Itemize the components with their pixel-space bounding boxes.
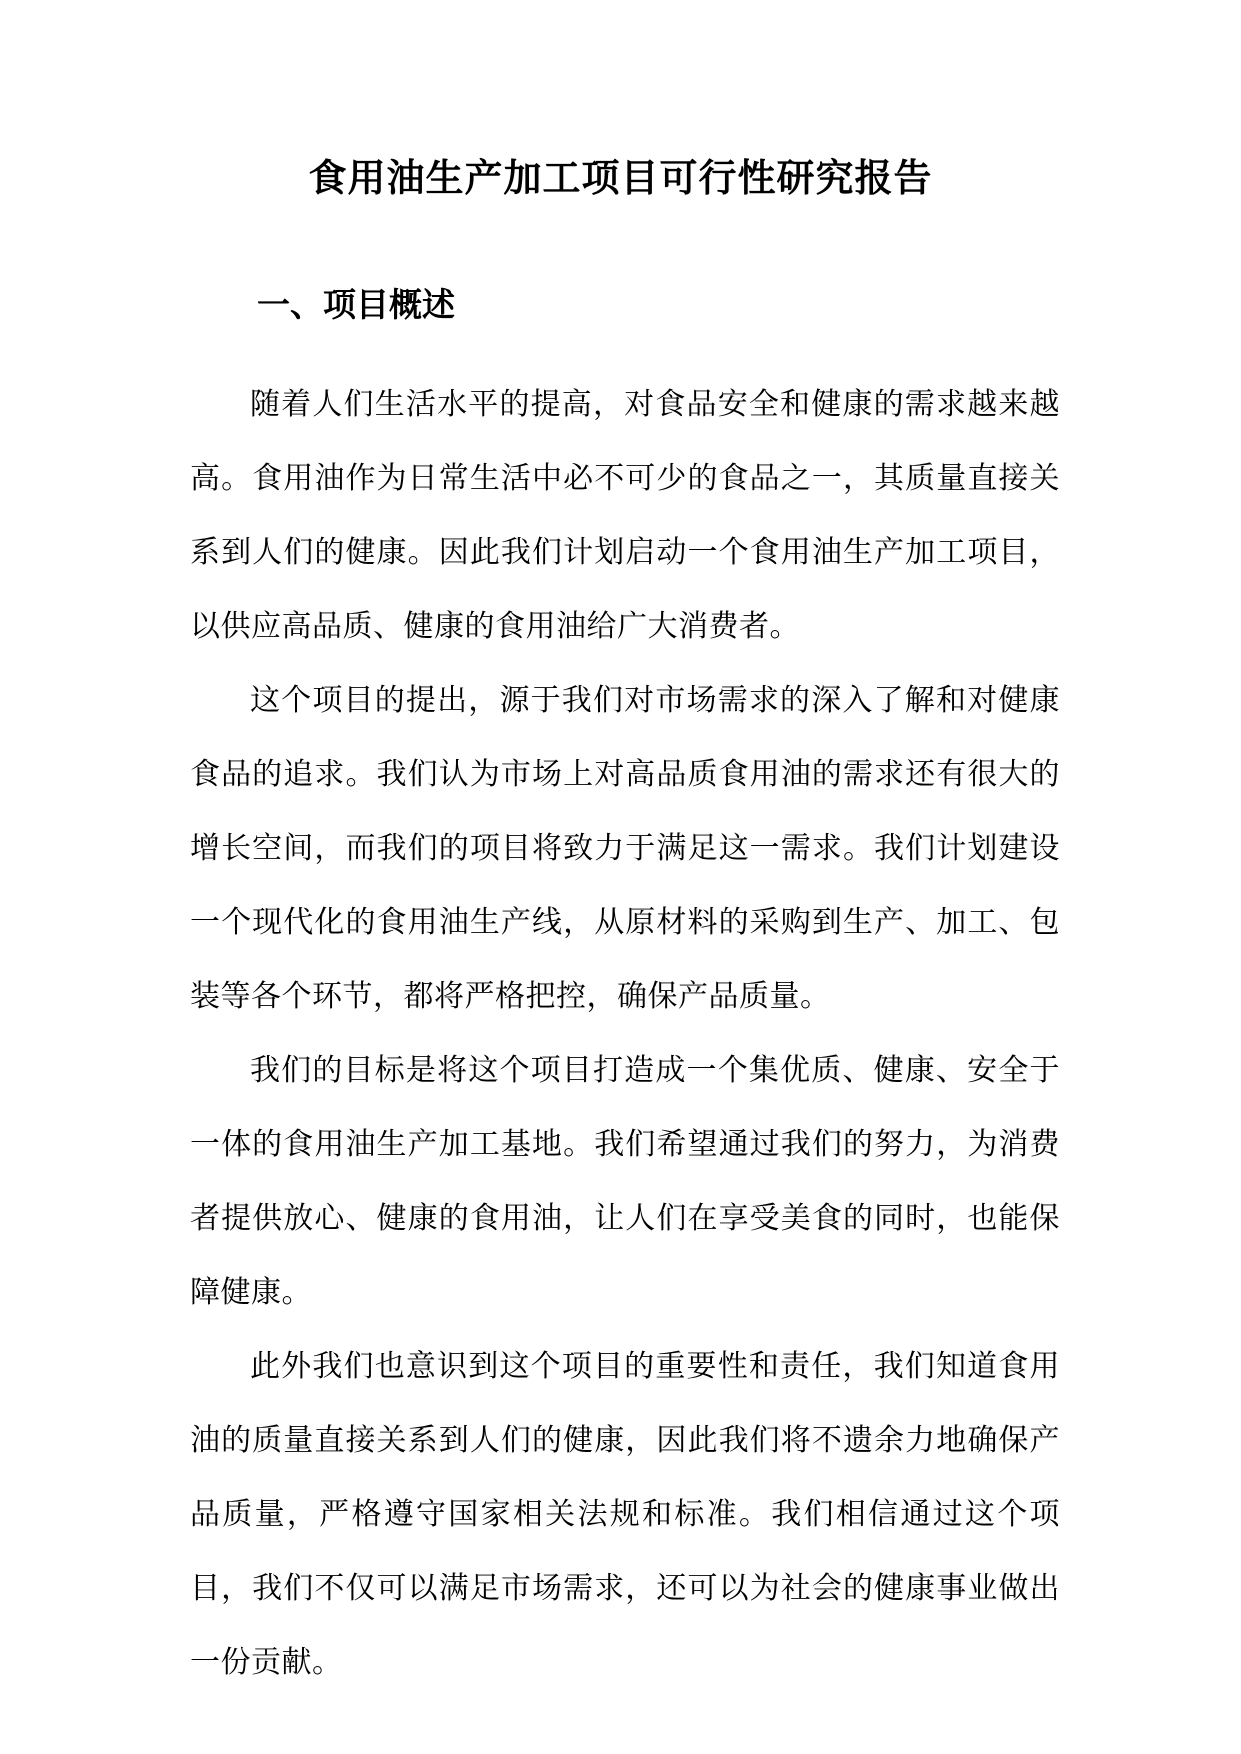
paragraph: 此外我们也意识到这个项目的重要性和责任，我们知道食用油的质量直接关系到人们的健康，因此我们将不遗余力地确保产品质量，严格遵守国家相关法规和标准。我们相信通过这个项目，我们不仅可以满足市场需求，还可以为社会的健康事业做出一份贡献。 — [190, 1349, 1060, 1680]
paragraph: 随着人们生活水平的提高，对食品安全和健康的需求越来越高。食用油作为日常生活中必不可少的食品之一，其质量直接关系到人们的健康。因此我们计划启动一个食用油生产加工项目，以供应高品质、健康的食用油给广大消费者。 — [190, 387, 1060, 644]
document-body — [190, 368, 1060, 1700]
section-heading: 一、项目概述 — [257, 285, 455, 324]
paragraph: 我们的目标是将这个项目打造成一个集优质、健康、安全于一体的食用油生产加工基地。我们希望通过我们的努力，为消费者提供放心、健康的食用油，让人们在享受美食的同时，也能保障健康。 — [190, 1053, 1060, 1310]
document-title: 食用油生产加工项目可行性研究报告 — [308, 155, 933, 200]
paragraph: 这个项目的提出，源于我们对市场需求的深入了解和对健康食品的追求。我们认为市场上对高品质食用油的需求还有很大的增长空间，而我们的项目将致力于满足这一需求。我们计划建设一个现代化的食用油生产线，从原材料的采购到生产、加工、包装等各个环节，都将严格把控，确保产品质量。 — [190, 683, 1060, 1014]
